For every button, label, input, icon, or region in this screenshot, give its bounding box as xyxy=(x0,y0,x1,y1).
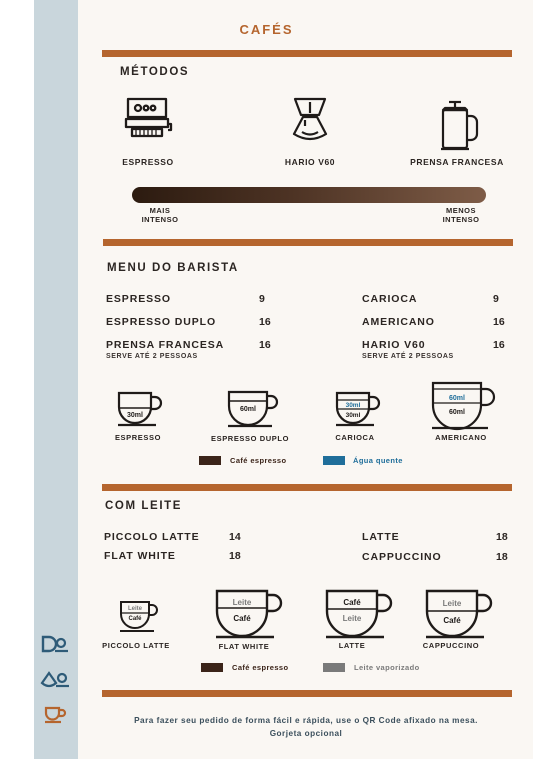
cup-americano-diagram xyxy=(430,381,500,431)
cup-label: CAPPUCCINO xyxy=(422,641,480,650)
cup-layer-label: 30ml xyxy=(345,402,361,409)
menu-item-name: PICCOLO LATTE xyxy=(104,531,200,543)
espresso-machine-icon xyxy=(124,97,176,139)
menu-item-price: 16 xyxy=(259,316,271,328)
menu-item-name: HARIO V60 xyxy=(362,339,426,351)
menu-item-note: SERVE ATÉ 2 PESSOAS xyxy=(362,353,454,360)
menu-item-price: 16 xyxy=(493,339,505,351)
page-title: CAFÉS xyxy=(239,22,294,37)
french-press-icon xyxy=(439,100,481,152)
cup-latte-diagram xyxy=(324,589,396,639)
legend-swatch-cafe xyxy=(199,456,221,465)
cup-layer-label: Café xyxy=(343,598,361,607)
footer-line: Para fazer seu pedido de forma fácil e rápida, use o QR Code afixado na mesa. xyxy=(134,716,478,725)
cup-cappuccino-diagram xyxy=(424,589,496,639)
menu-item-price: 14 xyxy=(229,531,241,543)
cup-piccolo-latte-diagram xyxy=(118,600,166,634)
legend-label: Leite vaporizado xyxy=(354,663,420,672)
menu-item-price: 16 xyxy=(493,316,505,328)
menu-item-price: 18 xyxy=(229,550,241,562)
menu-item-name: AMERICANO xyxy=(362,316,435,328)
cup-layer-label: Leite xyxy=(342,614,362,623)
cup-label: FLAT WHITE xyxy=(218,642,270,651)
cup-layer-label: Leite xyxy=(232,598,252,607)
footer-line: Gorjeta opcional xyxy=(269,729,343,738)
sidebar xyxy=(34,0,78,759)
cup-label: LATTE xyxy=(338,641,366,650)
section-heading-barista: MENU DO BARISTA xyxy=(107,262,239,274)
cup-espresso-duplo-diagram xyxy=(226,390,286,428)
divider xyxy=(103,239,513,246)
menu-item-name: CARIOCA xyxy=(362,293,418,305)
cup-label: ESPRESSO xyxy=(114,433,162,442)
cup-carioca-diagram xyxy=(334,391,388,427)
cup-layer-label: 60ml xyxy=(240,406,256,413)
legend-label: Água quente xyxy=(353,456,403,465)
menu-item-price: 18 xyxy=(496,531,508,543)
cup-layer-label: Leite xyxy=(442,599,462,608)
intensity-scale-bar xyxy=(132,187,486,203)
section-heading-metodos: MÉTODOS xyxy=(120,66,190,78)
method-label-hario-v60: HARIO V60 xyxy=(284,157,336,167)
menu-item-name: CAPPUCCINO xyxy=(362,551,442,563)
cup-layer-label: Café xyxy=(128,616,142,622)
menu-item-name: FLAT WHITE xyxy=(104,550,176,562)
section-heading-com-leite: COM LEITE xyxy=(105,500,183,512)
menu-item-price: 9 xyxy=(259,293,265,305)
cup-layer-label: 60ml xyxy=(449,409,465,416)
cup-layer-label: Café xyxy=(233,614,251,623)
legend-label: Café espresso xyxy=(230,456,287,465)
cup-saucer-icon xyxy=(40,634,70,654)
drop-cup-icon xyxy=(40,669,70,689)
legend-swatch-cafe xyxy=(201,663,223,672)
menu-item-price: 18 xyxy=(496,551,508,563)
legend-label: Café espresso xyxy=(232,663,289,672)
scale-label-less-intense: MENOS INTENSO xyxy=(442,206,480,224)
cup-flat-white-diagram xyxy=(214,589,286,639)
cup-layer-label: 30ml xyxy=(345,412,361,419)
coffee-cup-icon xyxy=(44,704,68,724)
divider xyxy=(102,50,512,57)
cup-label: AMERICANO xyxy=(435,433,487,442)
cup-layer-label: 30ml xyxy=(127,412,143,419)
cup-label: ESPRESSO DUPLO xyxy=(211,434,289,443)
legend-swatch-agua xyxy=(323,456,345,465)
cup-layer-label: 60ml xyxy=(449,395,465,402)
menu-item-name: ESPRESSO xyxy=(106,293,171,305)
method-label-prensa-francesa: PRENSA FRANCESA xyxy=(410,157,504,167)
menu-item-price: 9 xyxy=(493,293,499,305)
divider xyxy=(102,484,512,491)
divider xyxy=(102,690,512,697)
menu-item-note: SERVE ATÉ 2 PESSOAS xyxy=(106,353,198,360)
cup-layer-label: Leite xyxy=(127,606,143,612)
menu-item-name: PRENSA FRANCESA xyxy=(106,339,225,351)
cup-layer-label: Café xyxy=(443,616,461,625)
menu-item-name: ESPRESSO DUPLO xyxy=(106,316,217,328)
pour-over-icon xyxy=(290,96,330,144)
method-label-espresso: ESPRESSO xyxy=(122,157,174,167)
scale-label-more-intense: MAIS INTENSO xyxy=(141,206,179,224)
footer-note xyxy=(96,714,516,740)
cup-label: PICCOLO LATTE xyxy=(102,641,170,650)
menu-item-name: LATTE xyxy=(362,531,400,543)
cup-label: CARIOCA xyxy=(335,433,375,442)
legend-swatch-leite xyxy=(323,663,345,672)
cup-espresso-diagram xyxy=(116,391,170,427)
menu-item-price: 16 xyxy=(259,339,271,351)
